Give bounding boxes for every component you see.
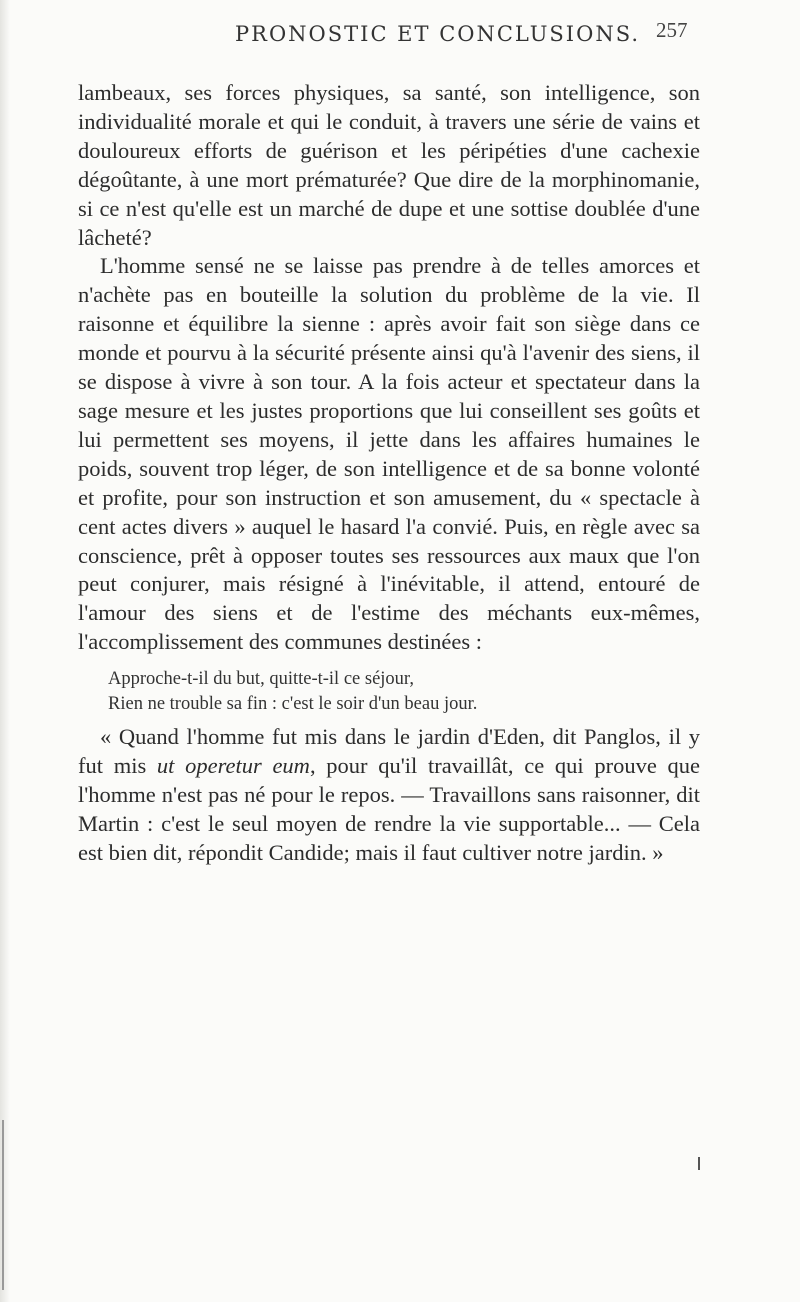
latin-phrase: ut operetur eum [156,753,310,779]
verse-line: Approche-t-il du but, quitte-t-il ce séjour, [108,669,414,690]
page-number: 257 [656,18,688,42]
printer-mark [698,1157,700,1170]
quote-text-start: « Quand l'homme fut mis dans le jardin d'Eden, dit Panglos, il y fut mis [78,724,700,779]
verse-quotation [78,667,700,717]
quote-text-end: , pour qu'il travaillât, ce qui prouve que l'homme n'est pas né pour le repos. — Travaillons sans raisonner, dit Martin : c'est le seul moyen de rendre la vie supportable... — Cela est bien dit, répondit Candide; mais il faut cultiver notre jardin. » [78,753,700,865]
paragraph-continuation: lambeaux, ses forces physiques, sa santé, son intelligence, son individualité morale et qui le conduit, à travers une série de vains et douloureux efforts de guérison et les péripéties d'une cachexie dégoûtante, à une mort prématurée? Que dire de la morphinomanie, si ce n'est qu'elle est un marché de dupe et une sottise doublée d'une lâcheté? [78,80,700,250]
running-title: PRONOSTIC ET CONCLUSIONS. [235,22,641,46]
paragraph-candide-quote [78,723,700,868]
paragraph-sensible-man: L'homme sensé ne se laisse pas prendre à de telles amorces et n'achète pas en bouteille la solution du problème de la vie. Il raisonne et équilibre la sienne : après avoir fait son siège dans ce monde et pourvu à la sécurité présente ainsi qu'à l'avenir des siens, il se dispose à vivre à son tour. A la fois acteur et spectateur dans la sage mesure et les justes proportions que lui conseillent ses goûts et lui permettent ses moyens, il jette dans les affaires humaines le poids, souvent trop léger, de son intelligence et de sa bonne volonté et profite, pour son instruction et son amusement, du « spectacle à cent actes divers » auquel le hasard l'a convié. Puis, en règle avec sa conscience, prêt à opposer toutes ses ressources aux maux que l'on peut conjurer, mais résigné à l'inévitable, il attend, entouré de l'amour des siens et de l'estime des méchants eux-mêmes, l'accomplissement des communes destinées : [78,253,700,655]
page-gutter-shadow [0,0,10,1302]
verse-line: Rien ne trouble sa fin : c'est le soir d'un beau jour. [108,694,478,715]
body-text [78,79,700,868]
page-edge-mark [2,1120,4,1290]
